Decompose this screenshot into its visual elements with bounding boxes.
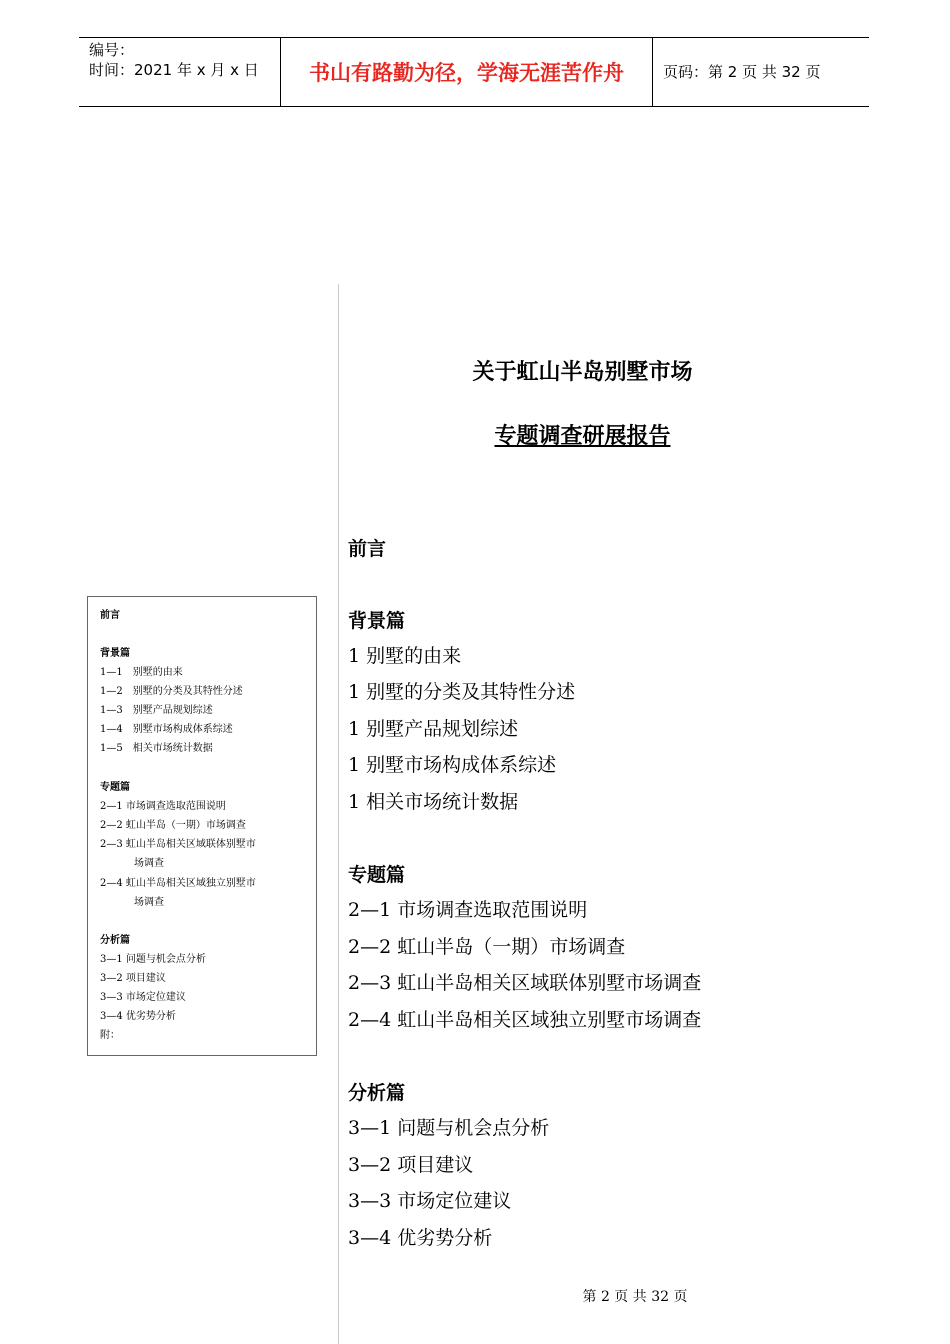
toc-item: 2—2 虹山半岛（一期）市场调查: [348, 936, 626, 958]
document-number-label: 编号：: [89, 41, 135, 59]
sidebox-heading-special: 专题篇: [100, 782, 130, 793]
toc-preface: 前言: [348, 538, 387, 560]
page-footer: 第 2 页 共 32 页: [582, 1289, 688, 1305]
toc-item: 3—1 问题与机会点分析: [348, 1117, 550, 1139]
sidebox-item: 1—4 别墅市场构成体系综述: [100, 724, 233, 735]
toc-item: 1 别墅的分类及其特性分述: [348, 681, 576, 703]
sidebox-item: 2—4 虹山半岛相关区域独立别墅市: [100, 878, 256, 889]
toc-item: 1 相关市场统计数据: [348, 791, 519, 813]
header-motto-cell: [281, 38, 653, 106]
sidebox-item: 1—5 相关市场统计数据: [100, 743, 213, 754]
toc-item: 3—3 市场定位建议: [348, 1190, 512, 1212]
toc-item: 2—1 市场调查选取范围说明: [348, 899, 588, 921]
toc-item: 3—4 优劣势分析: [348, 1227, 493, 1249]
toc-item: 1 别墅的由来: [348, 645, 462, 667]
sidebox-heading-background: 背景篇: [100, 648, 130, 659]
sidebox-preface: 前言: [100, 610, 120, 621]
sidebox-item: 3—2 项目建议: [100, 973, 166, 984]
sidebox-item: 2—3 虹山半岛相关区域联体别墅市: [100, 839, 256, 850]
report-subtitle: 专题调查研展报告: [494, 423, 671, 449]
toc-heading-analysis: 分析篇: [348, 1082, 406, 1104]
header-info-cell: [79, 38, 281, 106]
toc-item: 2—3 虹山半岛相关区域联体别墅市场调查: [348, 972, 702, 994]
sidebox-appendix: 附：: [100, 1030, 120, 1041]
document-time-label: 时间：2021 年 x 月 x 日: [89, 61, 259, 79]
header-motto: 书山有路勤为径，学海无涯苦作舟: [309, 61, 624, 85]
sidebox-item: 2—2 虹山半岛（一期）市场调查: [100, 820, 246, 831]
header-page-cell: [653, 38, 869, 106]
sidebox-item: 场调查: [134, 858, 164, 869]
toc-item: 2—4 虹山半岛相关区域独立别墅市场调查: [348, 1009, 702, 1031]
header-page-info: 页码：第 2 页 共 32 页: [663, 63, 821, 81]
sidebox-item: 2—1 市场调查选取范围说明: [100, 801, 226, 812]
sidebar-toc-box: [87, 596, 317, 1056]
toc-heading-background: 背景篇: [348, 610, 406, 632]
toc-item: 1 别墅产品规划综述: [348, 718, 519, 740]
toc-heading-special: 专题篇: [348, 864, 406, 886]
toc-item: 1 别墅市场构成体系综述: [348, 754, 557, 776]
sidebox-item: 1—3 别墅产品规划综述: [100, 705, 213, 716]
vertical-divider: [338, 284, 339, 1344]
sidebox-item: 1—1 别墅的由来: [100, 667, 183, 678]
sidebox-item: 3—1 问题与机会点分析: [100, 954, 206, 965]
sidebox-heading-analysis: 分析篇: [100, 935, 130, 946]
report-title: 关于虹山半岛别墅市场: [472, 359, 693, 385]
toc-item: 3—2 项目建议: [348, 1154, 474, 1176]
sidebox-item: 3—3 市场定位建议: [100, 992, 186, 1003]
sidebox-item: 场调查: [134, 897, 164, 908]
page-header: [79, 37, 869, 107]
sidebox-item: 1—2 别墅的分类及其特性分述: [100, 686, 243, 697]
sidebox-item: 3—4 优劣势分析: [100, 1011, 176, 1022]
